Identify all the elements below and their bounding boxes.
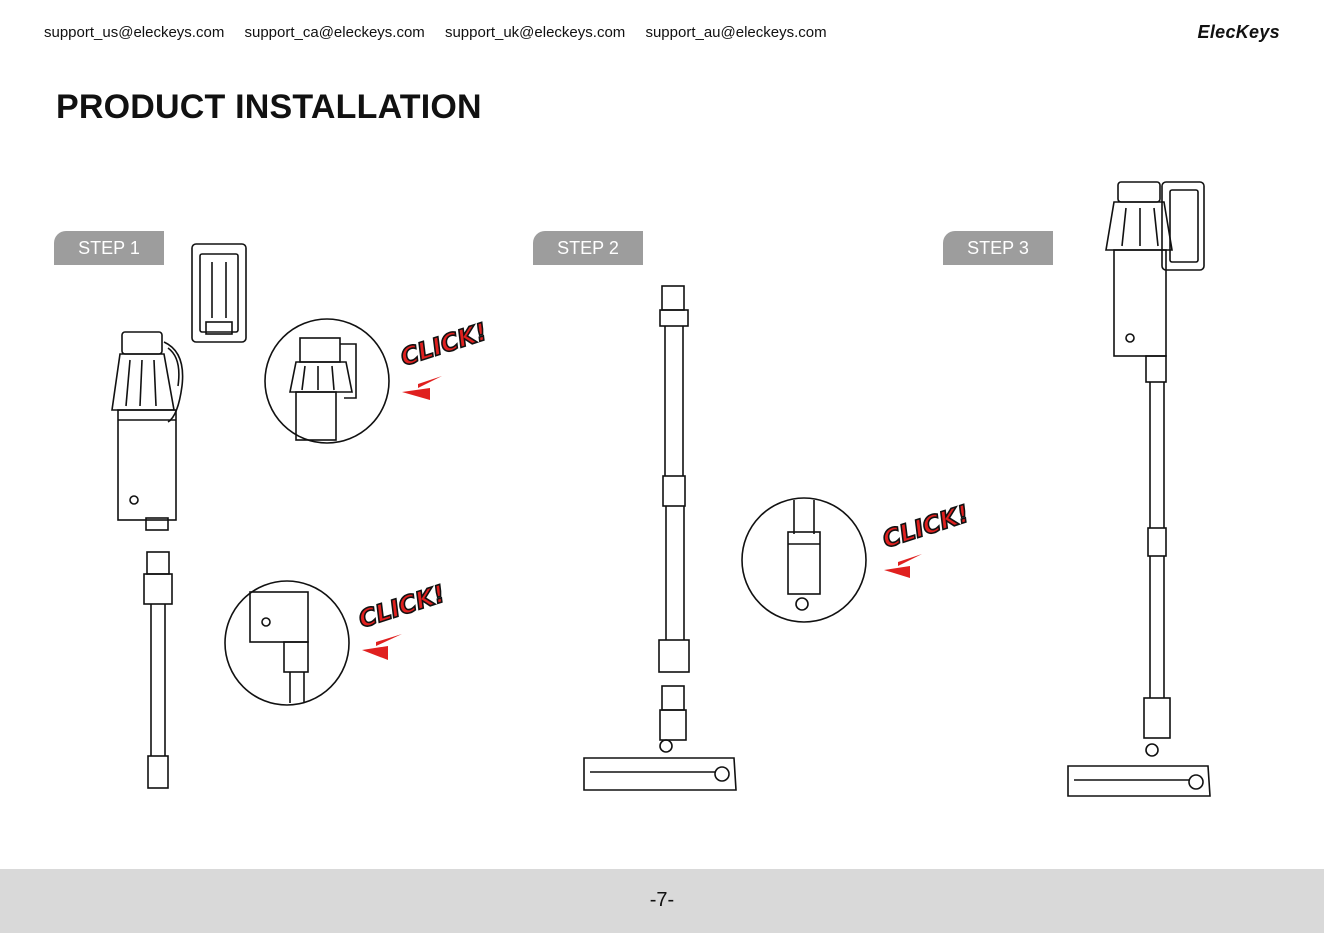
click-arrow-icon xyxy=(418,376,442,388)
click-callout-2: CLICK! xyxy=(355,579,449,634)
click-arrow-icon xyxy=(402,388,430,400)
step-3-tab: STEP 3 xyxy=(943,231,1053,265)
step-2-tab: STEP 2 xyxy=(533,231,643,265)
detail-circle-mount xyxy=(265,319,389,443)
email-us[interactable]: support_us@eleckeys.com xyxy=(44,24,225,41)
click-arrow-icon xyxy=(376,634,402,646)
email-uk[interactable]: support_uk@eleckeys.com xyxy=(444,24,626,41)
click-arrow-icon xyxy=(884,566,910,578)
click-arrow-icon xyxy=(362,646,388,660)
email-au[interactable]: support_au@eleckeys.com xyxy=(645,24,827,41)
wand-tube-icon xyxy=(659,286,689,672)
floor-brush-icon xyxy=(584,686,736,790)
page-title: PRODUCT INSTALLATION xyxy=(56,88,482,126)
wand-tube-icon xyxy=(144,552,172,788)
email-ca[interactable]: support_ca@eleckeys.com xyxy=(244,24,425,41)
detail-circle-connector xyxy=(742,498,866,622)
click-callout-3: CLICK! xyxy=(879,499,973,554)
assembled-vacuum-icon xyxy=(1068,182,1210,796)
wall-mount-icon xyxy=(192,244,246,342)
detail-circle-wand xyxy=(225,581,349,705)
click-arrow-icon xyxy=(898,554,922,566)
step-1-tab: STEP 1 xyxy=(54,231,164,265)
click-callout-1: CLICK! xyxy=(397,317,491,372)
brand-logo: ElecKeys xyxy=(1197,22,1280,42)
vacuum-body-icon xyxy=(112,332,183,530)
page-number: -7- xyxy=(649,889,675,911)
